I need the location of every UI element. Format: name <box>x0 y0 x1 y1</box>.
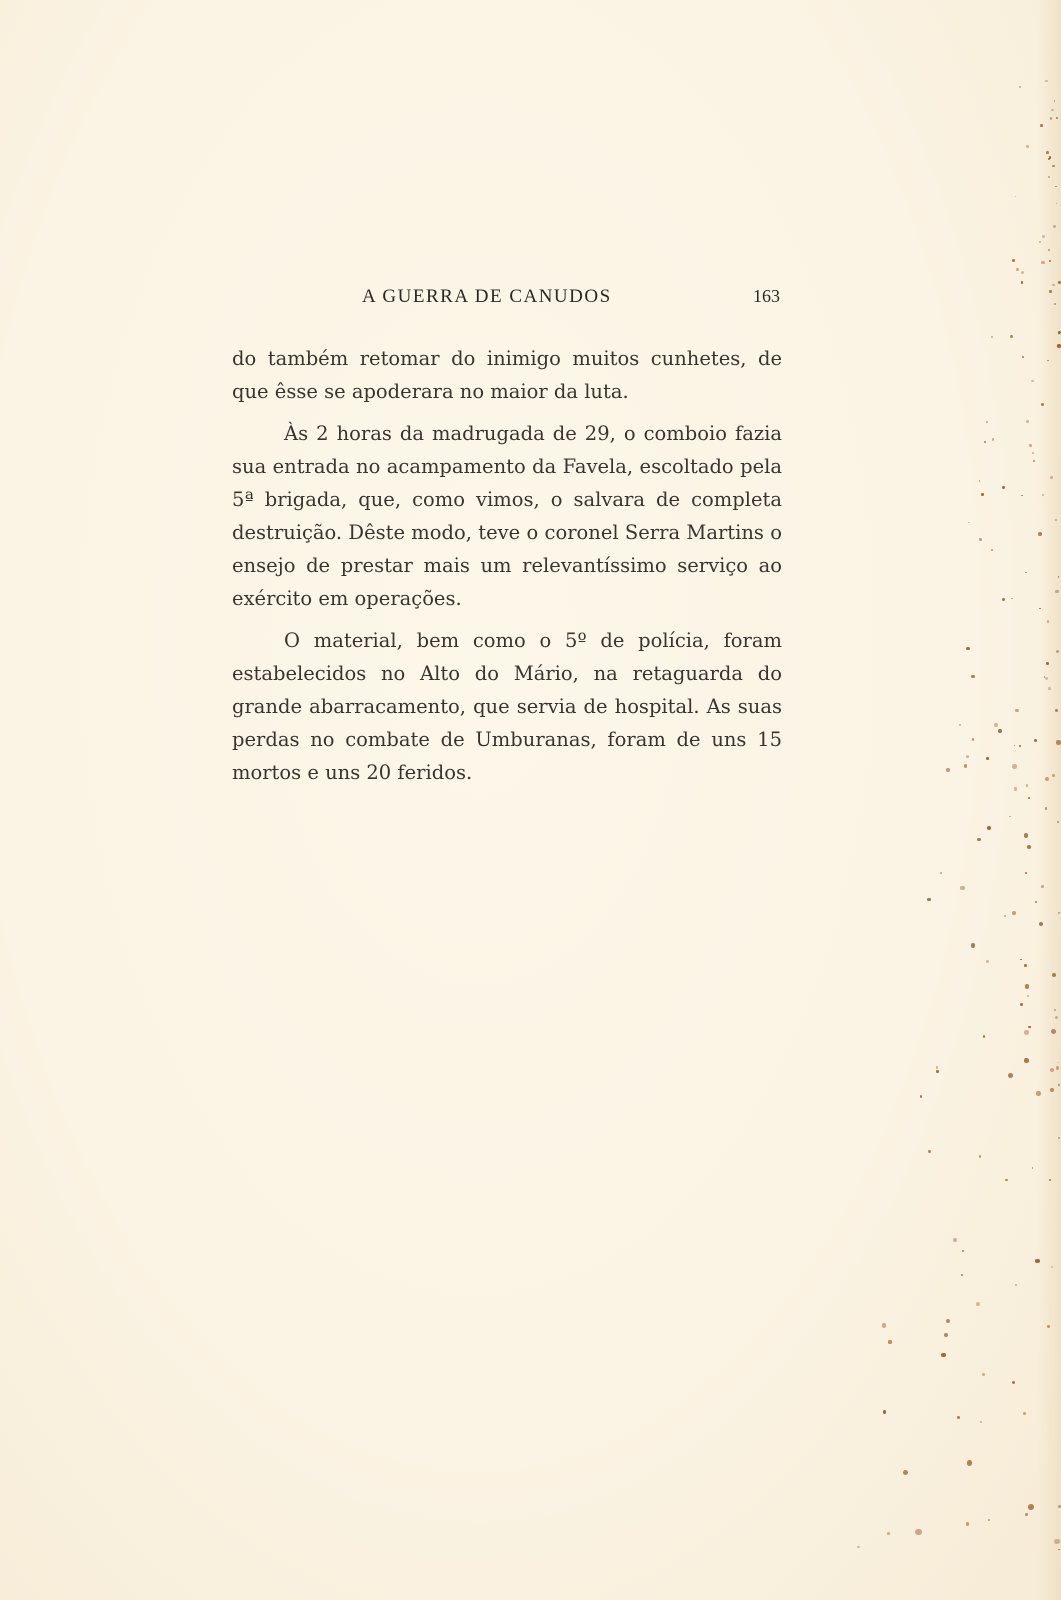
foxing-speck <box>1036 1091 1041 1096</box>
foxing-speck <box>1056 1066 1059 1069</box>
foxing-speck <box>1033 460 1035 462</box>
foxing-speck <box>1035 1259 1039 1263</box>
foxing-speck <box>984 441 986 443</box>
foxing-speck <box>964 764 967 767</box>
foxing-speck <box>920 1095 922 1097</box>
foxing-speck <box>1002 598 1005 601</box>
foxing-speck <box>991 549 994 552</box>
foxing-speck <box>1058 281 1061 284</box>
foxing-speck <box>887 1532 890 1535</box>
foxing-speck <box>1048 249 1050 251</box>
foxing-speck <box>992 438 995 441</box>
foxing-speck <box>1047 360 1049 362</box>
foxing-speck <box>1021 271 1024 274</box>
foxing-speck <box>1024 1030 1029 1035</box>
foxing-speck <box>1056 650 1059 653</box>
foxing-speck <box>927 898 931 902</box>
foxing-speck <box>946 768 950 772</box>
foxing-speck <box>971 943 976 948</box>
running-header <box>232 286 780 310</box>
foxing-speck <box>1020 1003 1023 1006</box>
foxing-speck <box>1026 784 1029 787</box>
foxing-speck <box>977 838 980 841</box>
foxing-speck <box>1010 335 1013 338</box>
foxing-speck <box>1026 145 1029 148</box>
foxing-speck <box>979 1155 982 1158</box>
foxing-speck <box>915 1529 921 1535</box>
foxing-speck <box>1025 572 1027 574</box>
foxing-speck <box>1025 1513 1029 1517</box>
foxing-speck <box>1015 709 1018 712</box>
foxing-speck <box>936 1066 938 1068</box>
foxing-speck <box>1024 964 1027 967</box>
foxing-speck <box>979 480 981 482</box>
foxing-speck <box>1028 797 1030 799</box>
foxing-speck <box>1019 745 1021 747</box>
running-header-title: A GUERRA DE CANUDOS <box>362 286 612 307</box>
foxing-speck <box>959 724 961 726</box>
foxing-speck <box>957 1416 960 1419</box>
foxing-speck <box>1046 662 1048 664</box>
foxing-speck <box>1040 124 1043 127</box>
foxing-speck <box>1049 156 1051 158</box>
foxing-speck <box>1024 833 1028 837</box>
foxing-speck <box>1058 1137 1060 1139</box>
page-number: 163 <box>753 286 780 306</box>
foxing-speck <box>1027 995 1029 997</box>
foxing-speck <box>1032 1167 1034 1169</box>
foxing-speck <box>987 826 991 830</box>
foxing-speck <box>1051 1029 1056 1034</box>
foxing-speck <box>857 1546 860 1549</box>
foxing-speck <box>1012 764 1016 768</box>
foxing-speck <box>1002 486 1006 490</box>
foxing-speck <box>966 1522 969 1525</box>
foxing-speck <box>1016 268 1019 271</box>
foxing-speck <box>1012 1381 1015 1384</box>
foxing-speck <box>1055 709 1058 712</box>
foxing-speck <box>1056 740 1060 744</box>
foxing-speck <box>980 1421 982 1423</box>
foxing-speck <box>1041 403 1044 406</box>
foxing-speck <box>1032 452 1034 454</box>
foxing-speck <box>966 755 969 758</box>
foxing-speck <box>1021 281 1024 284</box>
foxing-speck <box>971 675 975 679</box>
foxing-speck <box>1057 344 1060 347</box>
foxing-speck <box>1025 872 1027 874</box>
foxing-speck <box>1028 1504 1034 1510</box>
foxing-speck <box>1014 745 1016 747</box>
foxing-speck <box>903 1470 908 1475</box>
foxing-speck <box>986 421 988 423</box>
body-text <box>232 342 782 798</box>
foxing-speck <box>994 723 998 727</box>
foxing-speck <box>1029 444 1032 447</box>
foxing-speck <box>946 1319 950 1323</box>
foxing-speck <box>1038 532 1042 536</box>
foxing-speck <box>986 960 989 963</box>
foxing-speck <box>882 1323 887 1328</box>
foxing-speck <box>941 1353 945 1357</box>
foxing-speck <box>888 1340 891 1343</box>
foxing-speck <box>1054 100 1056 102</box>
foxing-speck <box>1023 1412 1026 1415</box>
foxing-speck <box>1049 290 1052 293</box>
foxing-speck <box>983 1035 985 1037</box>
foxing-speck <box>1048 687 1051 690</box>
foxing-speck <box>1055 590 1058 593</box>
foxing-speck <box>982 1373 985 1376</box>
foxing-speck <box>1015 196 1017 198</box>
foxing-speck <box>1034 739 1037 742</box>
foxing-speck <box>1022 356 1024 358</box>
foxing-speck <box>1009 816 1011 818</box>
foxing-speck <box>944 1333 949 1338</box>
foxing-speck <box>953 1238 957 1242</box>
foxing-speck <box>1004 915 1006 917</box>
foxing-speck <box>1012 911 1016 915</box>
foxing-speck <box>1054 1539 1060 1545</box>
foxing-speck <box>928 1150 931 1153</box>
foxing-speck <box>1028 1026 1031 1029</box>
foxing-speck <box>962 1250 964 1252</box>
foxing-speck <box>960 886 964 890</box>
foxing-speck <box>1047 620 1049 622</box>
foxing-speck <box>1027 845 1031 849</box>
foxing-speck <box>979 538 982 541</box>
foxing-speck <box>968 522 970 524</box>
foxing-speck <box>972 738 975 741</box>
foxing-speck <box>883 1410 886 1413</box>
foxing-speck <box>936 1070 938 1072</box>
foxing-speck <box>991 336 993 338</box>
foxing-speck <box>988 1519 990 1521</box>
foxing-speck <box>961 1274 963 1276</box>
foxing-speck <box>1008 1073 1013 1078</box>
foxing-speck <box>998 729 1002 733</box>
foxing-speck <box>1026 420 1029 423</box>
foxing-speck <box>976 1302 980 1306</box>
foxing-speck <box>967 1460 972 1465</box>
foxing-speck <box>1015 1284 1017 1286</box>
foxing-speck <box>1014 787 1018 791</box>
foxing-speck <box>940 872 942 874</box>
page-gutter-shadow <box>1038 0 1061 1600</box>
foxing-speck <box>981 493 984 496</box>
foxing-speck <box>986 757 989 760</box>
foxing-speck <box>1024 1058 1028 1062</box>
foxing-speck <box>1020 959 1022 961</box>
foxing-speck <box>1011 598 1013 600</box>
paragraph: O material, bem como o 5º de polícia, foram estabelecidos no Alto do Mário, na retaguarda do grande abarracamento, que servia de hospital. As suas perdas no combate de Umburanas, foram de uns 15 mortos e uns 20 feridos. <box>232 629 782 784</box>
foxing-speck <box>1052 774 1055 777</box>
foxing-speck <box>1041 885 1044 888</box>
foxing-speck <box>1042 235 1045 238</box>
paragraph: Às 2 horas da madrugada de 29, o comboio fazia sua entrada no acampamento da Favela, escoltado pela 5ª brigada, que, como vimos, o salvara de completa destruição. Dêste modo, teve o coronel Serra Martins o ensejo de prestar mais um relevantíssimo serviço ao exército em operações. <box>232 422 782 610</box>
foxing-speck <box>1025 984 1029 988</box>
foxing-speck <box>1051 1266 1053 1268</box>
foxing-speck <box>1019 86 1021 88</box>
foxing-speck <box>1031 380 1033 382</box>
paragraph-continuation: do também retomar do inimigo muitos cunhetes, de que êsse se apoderara no maior da luta. <box>232 347 782 403</box>
foxing-speck <box>966 647 970 651</box>
foxing-speck <box>1021 495 1023 497</box>
foxing-speck <box>1050 1088 1054 1092</box>
foxing-speck <box>1012 259 1015 262</box>
foxing-speck <box>1005 1179 1007 1181</box>
